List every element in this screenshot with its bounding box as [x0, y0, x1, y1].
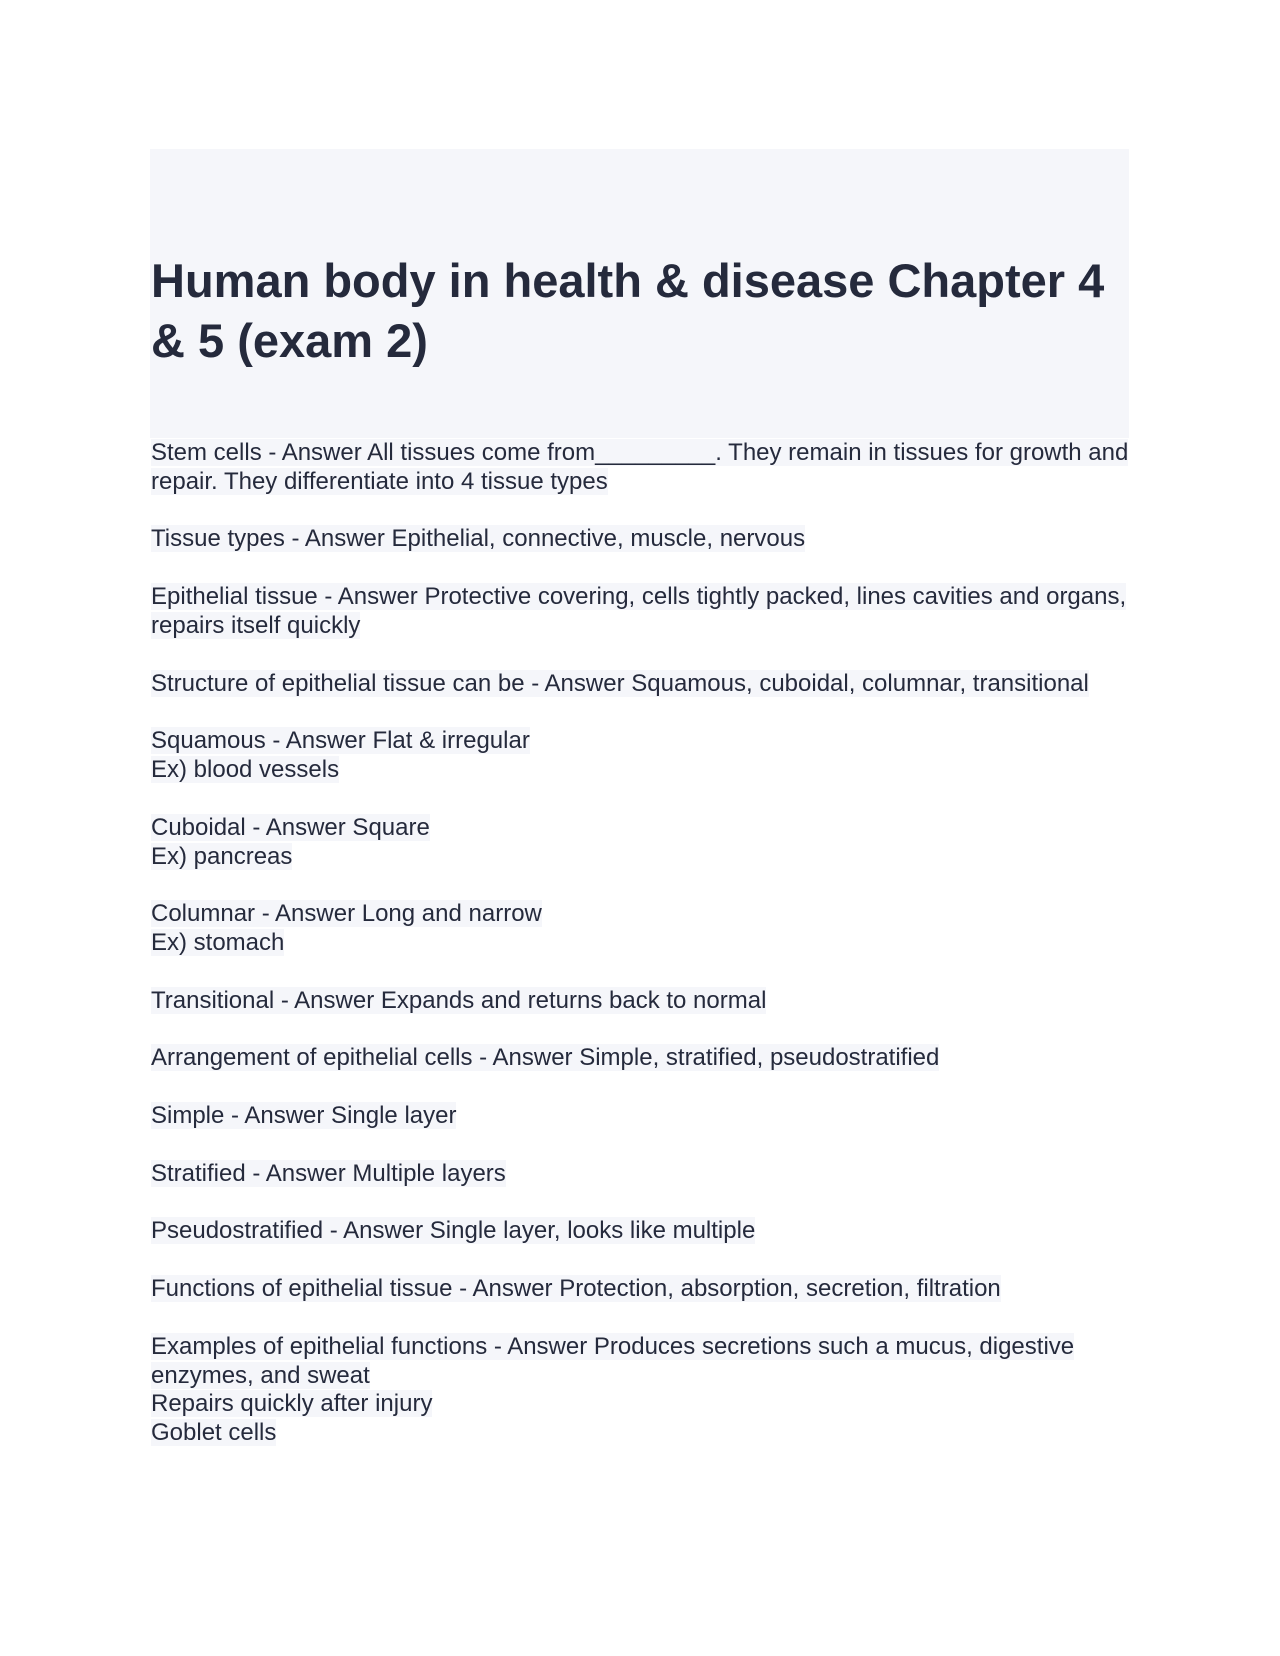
entry-text: Stem cells - Answer All tissues come from_________. They remain in tissues for growth and repair. They differentiate into 4 tissue types — [151, 439, 1129, 495]
entry-text: Tissue types - Answer Epithelial, connective, muscle, nervous — [151, 525, 806, 553]
entry-transitional — [151, 987, 1136, 1016]
entry-example: Ex) blood vessels — [151, 756, 340, 784]
entry-example: Goblet cells — [151, 1419, 277, 1447]
entry-text: Simple - Answer Single layer — [151, 1102, 457, 1130]
entry-text: Pseudostratified - Answer Single layer, looks like multiple — [151, 1217, 756, 1245]
entry-squamous — [151, 727, 1136, 785]
entry-text: Cuboidal - Answer Square — [151, 813, 430, 841]
entry-examples-of-functions — [151, 1333, 1136, 1448]
entry-example: Ex) stomach — [151, 929, 285, 957]
entry-pseudostratified — [151, 1217, 1136, 1246]
entry-structure-of-epithelial — [151, 670, 1136, 699]
entry-stem-cells — [151, 439, 1136, 497]
entry-text: Columnar - Answer Long and narrow — [151, 900, 542, 928]
entry-tissue-types — [151, 525, 1136, 554]
document-title: Human body in health & disease Chapter 4 & 5 (exam 2) — [151, 254, 1105, 367]
entry-text: Arrangement of epithelial cells - Answer Simple, stratified, pseudostratified — [151, 1044, 940, 1072]
entry-columnar — [151, 900, 1136, 958]
entry-stratified — [151, 1160, 1136, 1189]
entry-text: Examples of epithelial functions - Answer Produces secretions such a mucus, digestive enzymes, and sweat — [151, 1332, 1075, 1389]
entry-example: Repairs quickly after injury — [151, 1390, 433, 1418]
entry-text: Transitional - Answer Expands and returns back to normal — [151, 986, 767, 1014]
entry-epithelial-tissue — [151, 583, 1136, 641]
entry-cuboidal — [151, 814, 1136, 872]
entry-functions — [151, 1275, 1136, 1304]
entry-text: Epithelial tissue - Answer Protective covering, cells tightly packed, lines cavities and organs, repairs itself quickly — [151, 583, 1127, 639]
entry-text: Stratified - Answer Multiple layers — [151, 1159, 506, 1187]
entry-simple — [151, 1102, 1136, 1131]
entry-text: Functions of epithelial tissue - Answer Protection, absorption, secretion, filtration — [151, 1275, 1001, 1303]
entry-example: Ex) pancreas — [151, 842, 293, 870]
entry-text: Squamous - Answer Flat & irregular — [151, 727, 530, 755]
entry-arrangement — [151, 1044, 1136, 1073]
flashcard-list — [151, 439, 1136, 1477]
entry-text: Structure of epithelial tissue can be - Answer Squamous, cuboidal, columnar, transitional — [151, 669, 1089, 697]
title-panel — [150, 149, 1129, 438]
